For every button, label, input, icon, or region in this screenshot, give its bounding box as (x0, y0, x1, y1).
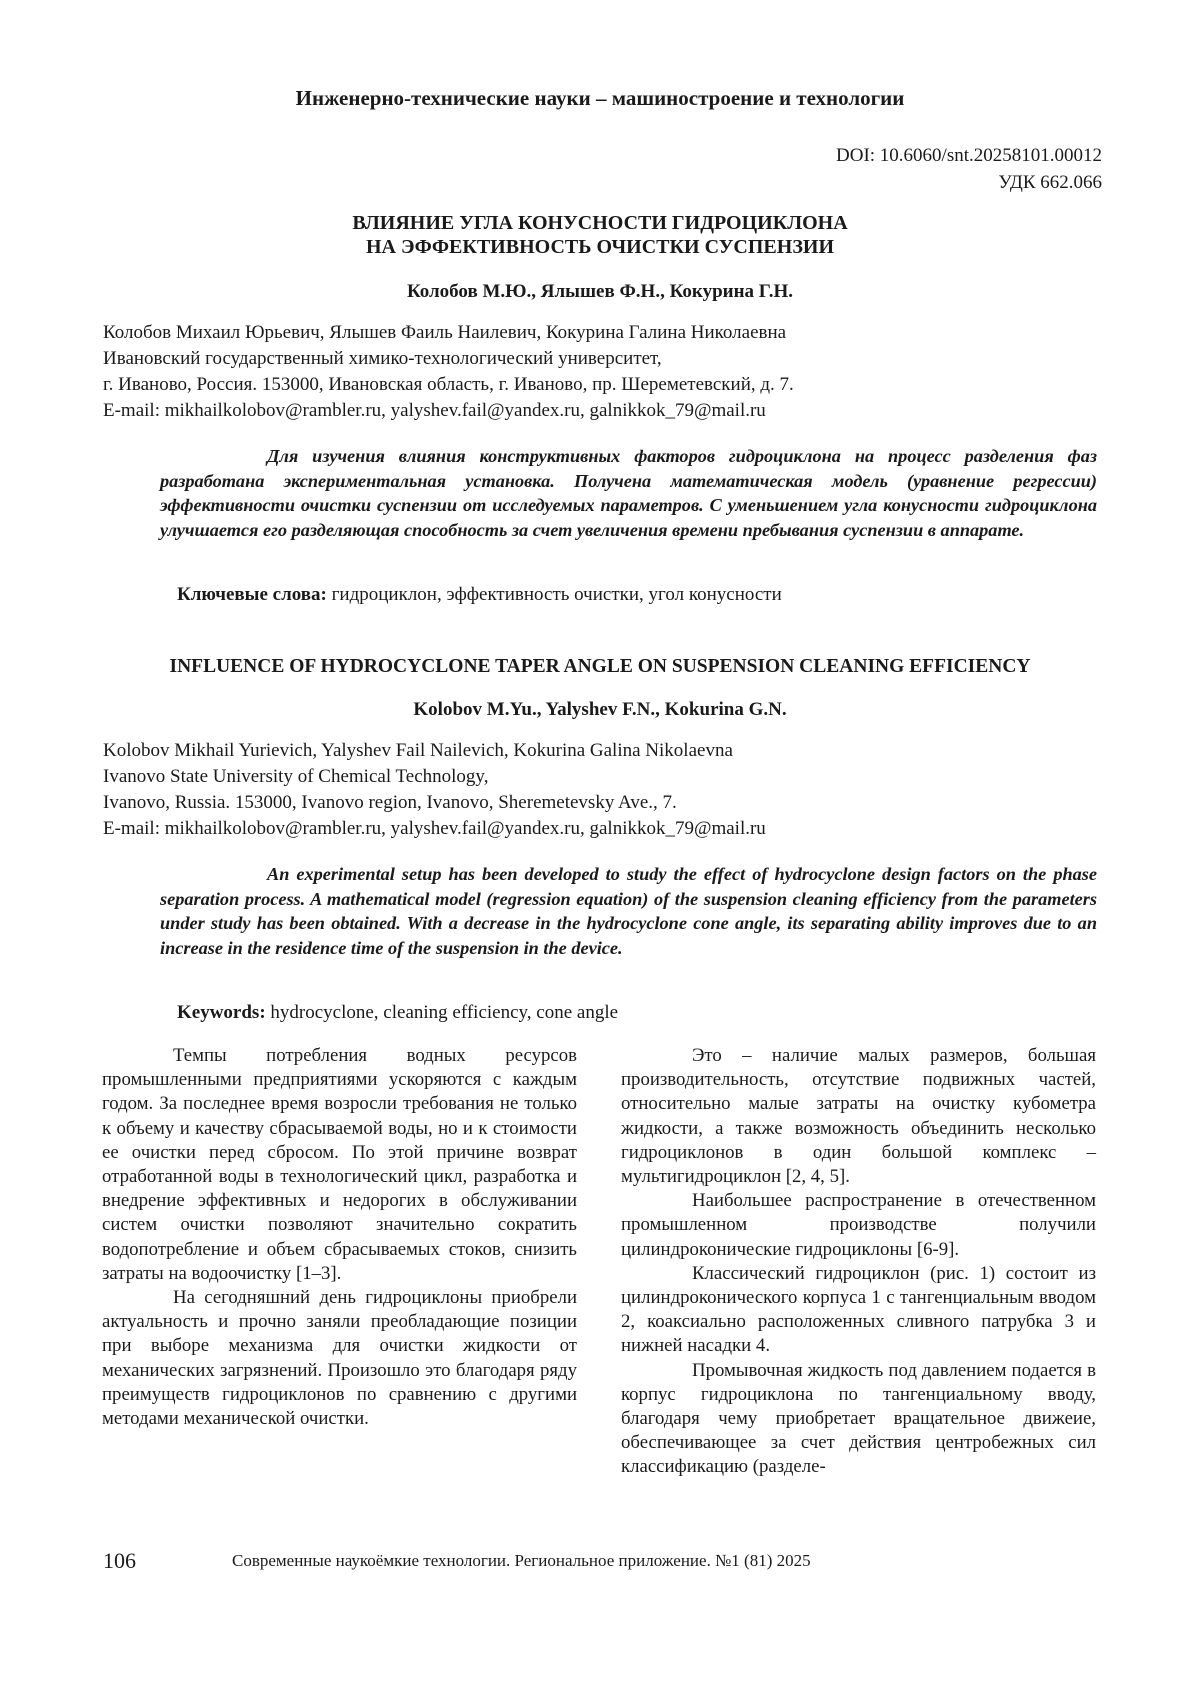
abstract-en: An experimental setup has been developed to study the effect of hydrocyclone design factors on the phase separation process. A mathematical model (regression equation) of the suspension cleaning efficiency from the parameters under study has been obtained. With a decrease in the hydrocyclone cone angle, its separating ability improves due to an increase in the residence time of the suspension in the device. (160, 864, 1097, 958)
title-ru-line-2: НА ЭФФЕКТИВНОСТЬ ОЧИСТКИ СУСПЕНЗИИ (365, 236, 835, 258)
article-identifiers (836, 142, 1102, 196)
authors-ru: Колобов М.Ю., Ялышев Ф.Н., Кокурина Г.Н. (406, 281, 794, 302)
keywords-en (177, 1002, 618, 1024)
keywords-text: гидроциклон, эффективность очистки, угол конусности (331, 584, 782, 605)
body-paragraph: Наибольшее распространение в отечественном промышленном производстве получили цилиндроконические гидроциклоны [6-9]. (621, 1190, 1096, 1260)
affiliation-line: E-mail: mikhailkolobov@rambler.ru, yalyshev.fail@yandex.ru, galnikkok_79@mail.ru (103, 400, 766, 421)
title-ru-line-1: ВЛИЯНИЕ УГЛА КОНУСНОСТИ ГИДРОЦИКЛОНА (352, 212, 848, 234)
journal-section-heading: Инженерно-технические науки – машиностроение и технологии (295, 86, 905, 110)
page-number: 106 (103, 1548, 136, 1573)
affiliation-line: Колобов Михаил Юрьевич, Ялышев Фаиль Наилевич, Кокурина Галина Николаевна (103, 322, 787, 343)
affiliation-line: Ivanovo State University of Chemical Technology, (103, 766, 489, 787)
authors-en: Kolobov M.Yu., Yalyshev F.N., Kokurina G.N. (413, 699, 787, 720)
journal-name: Современные наукоёмкие технологии. Региональное приложение. №1 (81) 2025 (232, 1551, 811, 1570)
affiliation-line: E-mail: mikhailkolobov@rambler.ru, yalyshev.fail@yandex.ru, galnikkok_79@mail.ru (103, 818, 766, 839)
affiliation-line: Kolobov Mikhail Yurievich, Yalyshev Fail Nailevich, Kokurina Galina Nikolaevna (103, 740, 733, 761)
abstract-ru: Для изучения влияния конструктивных факторов гидроциклона на процесс разделения фаз разработана экспериментальная установка. Получена математическая модель (уравнение регрессии) эффективности очистки суспензии от исследуемых параметров. С уменьшением угла конусности гидроциклона улучшается его разделяющая способность за счет увеличения времени пребывания суспензии в аппарате. (160, 446, 1097, 540)
keywords-text: hydrocyclone, cleaning efficiency, cone angle (270, 1002, 619, 1023)
affiliation-ru (103, 320, 1103, 424)
body-paragraph: Это – наличие малых размеров, большая производительность, отсутствие подвижных частей, относительно малые затраты на очистку кубометра жидкости, а также возможность объединить несколько гидроциклонов в один большой комплекс – мультигидроциклон [2, 4, 5]. (621, 1045, 1096, 1188)
udk: УДК 662.066 (998, 172, 1102, 193)
keywords-label: Keywords: (177, 1002, 266, 1023)
affiliation-line: Ивановский государственный химико-технологический университет, (103, 348, 662, 369)
title-ru (0, 211, 1200, 259)
doi: DOI: 10.6060/snt.20258101.00012 (836, 145, 1102, 166)
affiliation-en (103, 738, 1103, 842)
body-paragraph: На сегодняшний день гидроциклоны приобрели актуальность и прочно заняли преобладающие позиции при выборе механизма для очистки жидкости от механических загрязнений. Произошло это благодаря ряду преимуществ гидроциклонов по сравнению с другими методами механической очистки. (102, 1287, 577, 1430)
title-en: INFLUENCE OF HYDROCYCLONE TAPER ANGLE ON SUSPENSION CLEANING EFFICIENCY (169, 656, 1031, 677)
body-paragraph: Классический гидроциклон (рис. 1) состоит из цилиндроконического корпуса 1 с тангенциальным вводом 2, коаксиально расположенных сливного патрубка 3 и нижней насадки 4. (621, 1262, 1096, 1357)
keywords-label: Ключевые слова: (177, 584, 327, 605)
body-column-right (621, 1044, 1096, 1480)
affiliation-line: Ivanovo, Russia. 153000, Ivanovo region, Ivanovo, Sheremetevsky Ave., 7. (103, 792, 677, 813)
keywords-ru (177, 584, 782, 606)
affiliation-line: г. Иваново, Россия. 153000, Ивановская область, г. Иваново, пр. Шереметевский, д. 7. (103, 374, 794, 395)
body-paragraph: Промывочная жидкость под давлением подается в корпус гидроциклона по тангенциальному вводу, благодаря чему приобретает вращательное движеие, обеспечивающее за счет действия центробежных сил классификацию (разделе- (621, 1359, 1096, 1478)
body-paragraph: Темпы потребления водных ресурсов промышленными предприятиями ускоряются с каждым годом. За последнее время возросли требования не только к объему и качеству сбрасываемой воды, но и к стоимости ее очистки перед сбросом. По этой причине возврат отработанной воды в технологический цикл, разработка и внедрение эффективных и недорогих в обслуживании систем очистки позволяют значительно сократить водопотребление и объем сбрасываемых стоков, снизить затраты на водоочистку [1–3]. (102, 1045, 577, 1284)
body-column-left (102, 1044, 577, 1431)
